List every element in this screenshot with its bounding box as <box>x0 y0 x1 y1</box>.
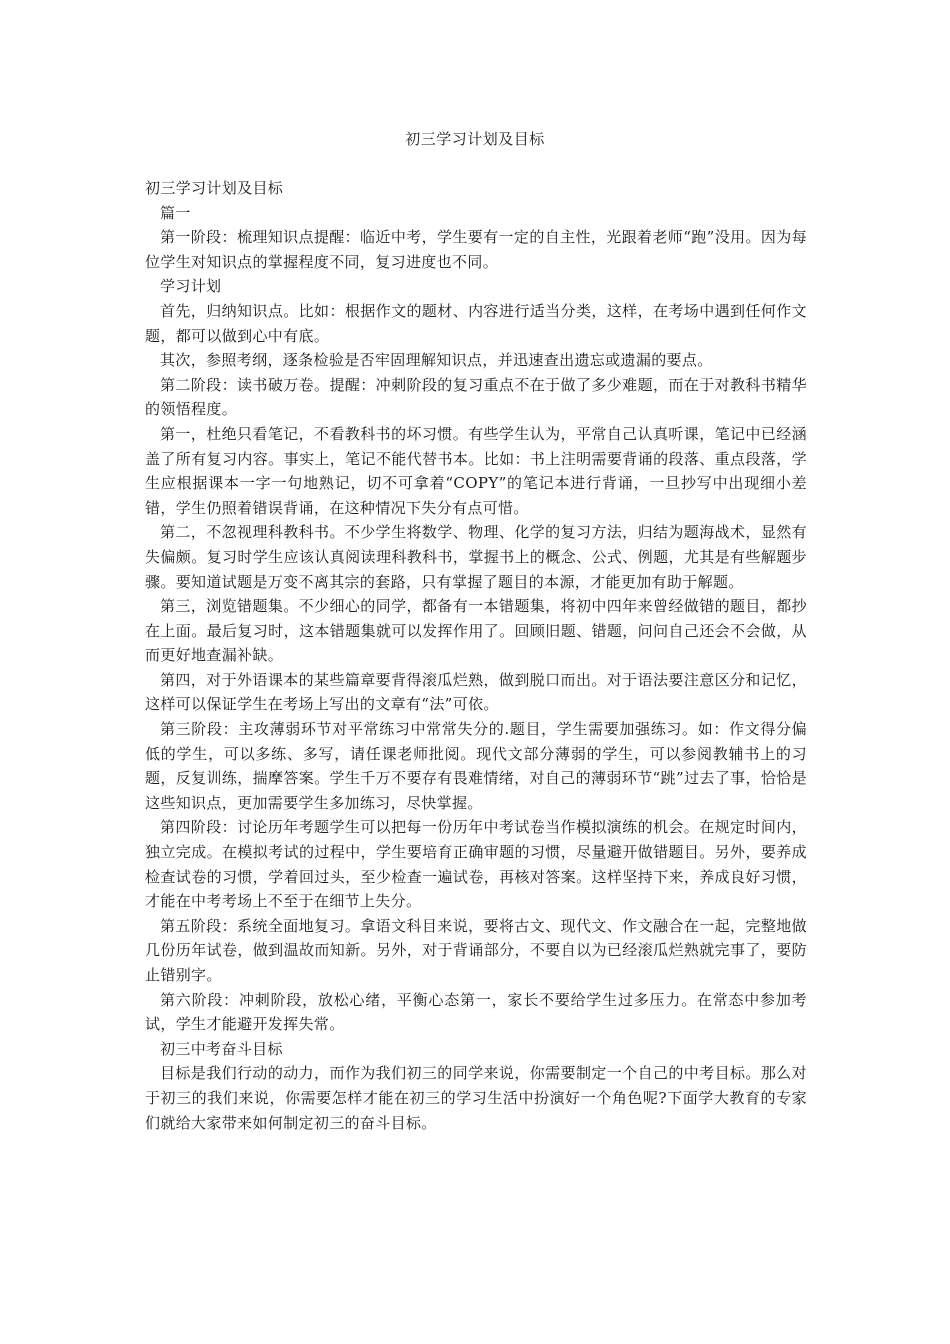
document-title: 初三学习计划及目标 <box>405 130 545 148</box>
paragraph-stage-six: 第六阶段：冲刺阶段，放松心绪，平衡心态第一，家长不要给学生过多压力。在常态中参加考试，学生才能避开发挥失常。 <box>145 990 807 1034</box>
paragraph-second-syllabus: 其次，参照考纲，逐条检验是否牢固理解知识点，并迅速查出遗忘或遗漏的要点。 <box>160 351 713 370</box>
paragraph-stage-five: 第五阶段：系统全面地复习。拿语文科目来说，要将古文、现代文、作文融合在一起，完整地做几份历年试卷，做到温故而知新。另外，对于背诵部分，不要自以为已经滚瓜烂熟就完事了，要防止错别字。 <box>145 916 807 984</box>
section-label-part-one: 篇一 <box>160 203 191 222</box>
paragraph-point-three-errors: 第三，浏览错题集。不少细心的同学，都备有一本错题集，将初中四年来曾经做错的题目，都抄在上面。最后复习时，这本错题集就可以发挥作用了。回顾旧题、错题，问问自己还会不会做，从而更好地查漏补缺。 <box>145 597 807 665</box>
paragraph-point-one-notes: 第一，杜绝只看笔记，不看教科书的坏习惯。有些学生认为，平常自己认真听课，笔记中已经涵盖了所有复习内容。事实上，笔记不能代替书本。比如：书上注明需要背诵的段落、重点段落，学生应根据课本一字一句地熟记，切不可拿着“COPY”的笔记本进行背诵，一旦抄写中出现细小差错，学生仍照着错误背诵，在这种情况下失分有点可惜。 <box>145 424 807 517</box>
document-body <box>145 176 807 1135</box>
paragraph-goals-intro: 目标是我们行动的动力，而作为我们初三的同学来说，你需要制定一个自己的中考目标。那么对于初三的我们来说，你需要怎样才能在初三的学习生活中扮演好一个角色呢?下面学大教育的专家们就给大家带来如何制定初三的奋斗目标。 <box>145 1064 807 1132</box>
paragraph-stage-two: 第二阶段：读书破万卷。提醒：冲刺阶段的复习重点不在于做了多少难题，而在于对教科书精华的领悟程度。 <box>145 375 807 419</box>
paragraph-stage-three: 第三阶段：主攻薄弱环节对平常练习中常常失分的.题目，学生需要加强练习。如：作文得分偏低的学生，可以多练、多写，请任课老师批阅。现代文部分薄弱的学生，可以参阅教辅书上的习题，反复训练，揣摩答案。学生千万不要存有畏难情绪，对自己的薄弱环节“跳”过去了事，恰恰是这些知识点，更加需要学生多加练习，尽快掌握。 <box>145 720 807 812</box>
body-heading: 初三学习计划及目标 <box>145 179 284 197</box>
paragraph-point-four-language: 第四，对于外语课本的某些篇章要背得滚瓜烂熟，做到脱口而出。对于语法要注意区分和记忆，这样可以保证学生在考场上写出的文章有“法”可依。 <box>145 670 807 714</box>
paragraph-first-summarize: 首先，归纳知识点。比如：根据作文的题材、内容进行适当分类，这样，在考场中遇到任何作文题，都可以做到心中有底。 <box>145 301 807 345</box>
paragraph-stage-one: 第一阶段：梳理知识点提醒：临近中考，学生要有一定的自主性，光跟着老师“跑”没用。因为每位学生对知识点的掌握程度不同，复习进度也不同。 <box>145 228 807 271</box>
subheading-study-plan: 学习计划 <box>160 277 222 296</box>
paragraph-stage-four: 第四阶段：讨论历年考题学生可以把每一份历年中考试卷当作模拟演练的机会。在规定时间内，独立完成。在模拟考试的过程中，学生要培育正确审题的习惯，尽量避开做错题目。另外，要养成检查试卷的习惯，学着回过头，至少检查一遍试卷，再核对答案。这样坚持下来，养成良好习惯，才能在中考考场上不至于在细节上失分。 <box>145 818 807 911</box>
paragraph-point-two-science: 第二，不忽视理科教科书。不少学生将数学、物理、化学的复习方法，归结为题海战术，显然有失偏颇。复习时学生应该认真阅读理科教科书，掌握书上的概念、公式、例题，尤其是有些解题步骤。要知道试题是万变不离其宗的套路，只有掌握了题目的本源，才能更加有助于解题。 <box>145 523 807 591</box>
subheading-exam-goals: 初三中考奋斗目标 <box>160 1039 283 1058</box>
